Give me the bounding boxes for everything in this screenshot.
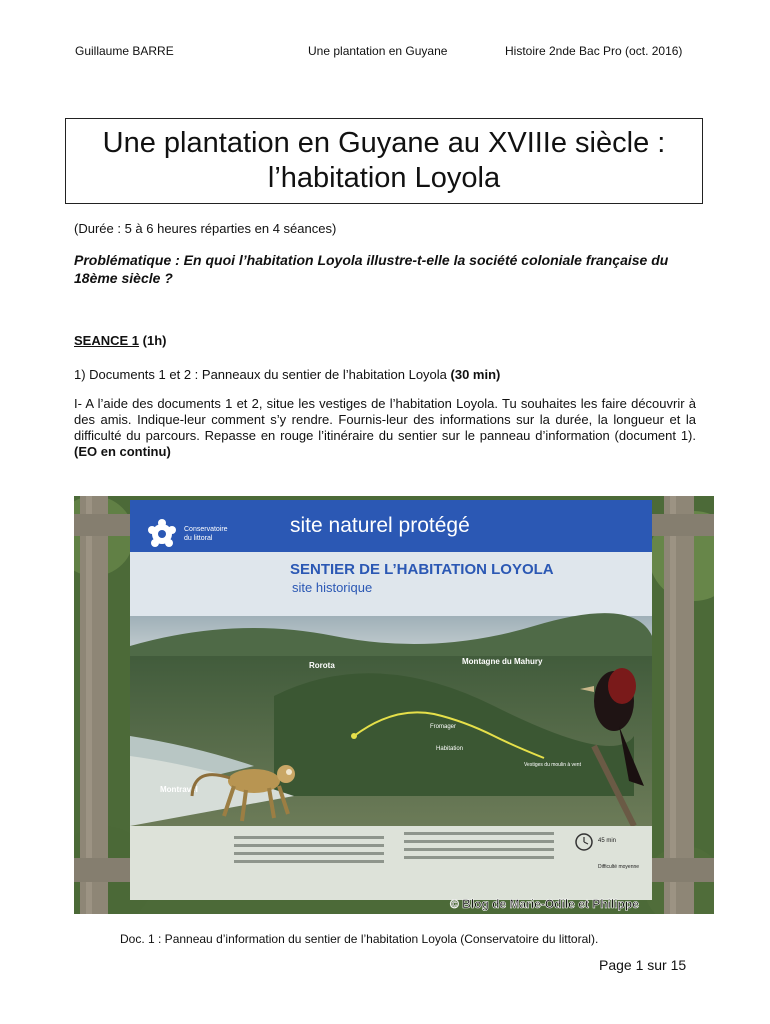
- seance-duration: (1h): [142, 333, 167, 348]
- label-rorota: Rorota: [309, 661, 335, 670]
- org-line-1: Conservatoire: [184, 526, 228, 533]
- sign-title: SENTIER DE L’HABITATION LOYOLA: [290, 561, 554, 578]
- duration-note: (Durée : 5 à 6 heures réparties en 4 séances): [74, 221, 337, 236]
- consigne-text: I- A l’aide des documents 1 et 2, situe les vestiges de l’habitation Loyola. Tu souhaites les faire découvrir à des amis. Indique-leur comment s’y rendre. Fournis-leur des informations sur la durée, la longueur et la difficulté du parcours. Repasse en rouge l’itinéraire du sentier sur le panneau d’information (document 1).: [74, 396, 696, 443]
- documents-item-text: 1) Documents 1 et 2 : Panneaux du sentier de l’habitation Loyola: [74, 367, 447, 382]
- label-habitation: Habitation: [436, 746, 464, 752]
- org-line-2: du littoral: [184, 535, 213, 542]
- header-topic: Une plantation en Guyane: [308, 44, 448, 58]
- sign-subtitle: site historique: [292, 580, 373, 595]
- photo-watermark: © Blog de Marie-Odile et Philippe: [450, 897, 639, 911]
- label-fromager: Fromager: [430, 724, 457, 730]
- title-box: [65, 118, 703, 204]
- seance-heading: [74, 332, 696, 349]
- duration-info: 45 min: [598, 838, 617, 844]
- title-line-1: Une plantation en Guyane au XVIIIe siècle :: [102, 127, 666, 159]
- label-mahury: Montagne du Mahury: [462, 657, 543, 666]
- document-title: [103, 126, 666, 196]
- documents-item: [74, 366, 696, 383]
- consigne-mode: (EO en continu): [74, 444, 171, 459]
- seance-label: SEANCE 1: [74, 333, 140, 348]
- label-montravel: Montravel: [160, 785, 198, 794]
- documents-item-time: (30 min): [450, 367, 501, 382]
- figure-caption: Doc. 1 : Panneau d’information du sentier de l’habitation Loyola (Conservatoire du littoral).: [120, 932, 599, 946]
- header-author: Guillaume BARRE: [75, 44, 174, 58]
- difficulty-info: Difficulté moyenne: [598, 864, 640, 870]
- sign-photo: [74, 496, 714, 914]
- banner-text: site naturel protégé: [290, 514, 470, 537]
- title-line-2: l’habitation Loyola: [267, 162, 501, 194]
- page-number: Page 1 sur 15: [599, 957, 687, 973]
- label-vestiges: Vestiges du moulin à vent: [524, 762, 581, 768]
- header-course: Histoire 2nde Bac Pro (oct. 2016): [505, 44, 683, 58]
- consigne-paragraph: [74, 396, 696, 460]
- problematique: Problématique : En quoi l’habitation Loyola illustre-t-elle la société coloniale française du 18ème siècle ?: [74, 252, 669, 286]
